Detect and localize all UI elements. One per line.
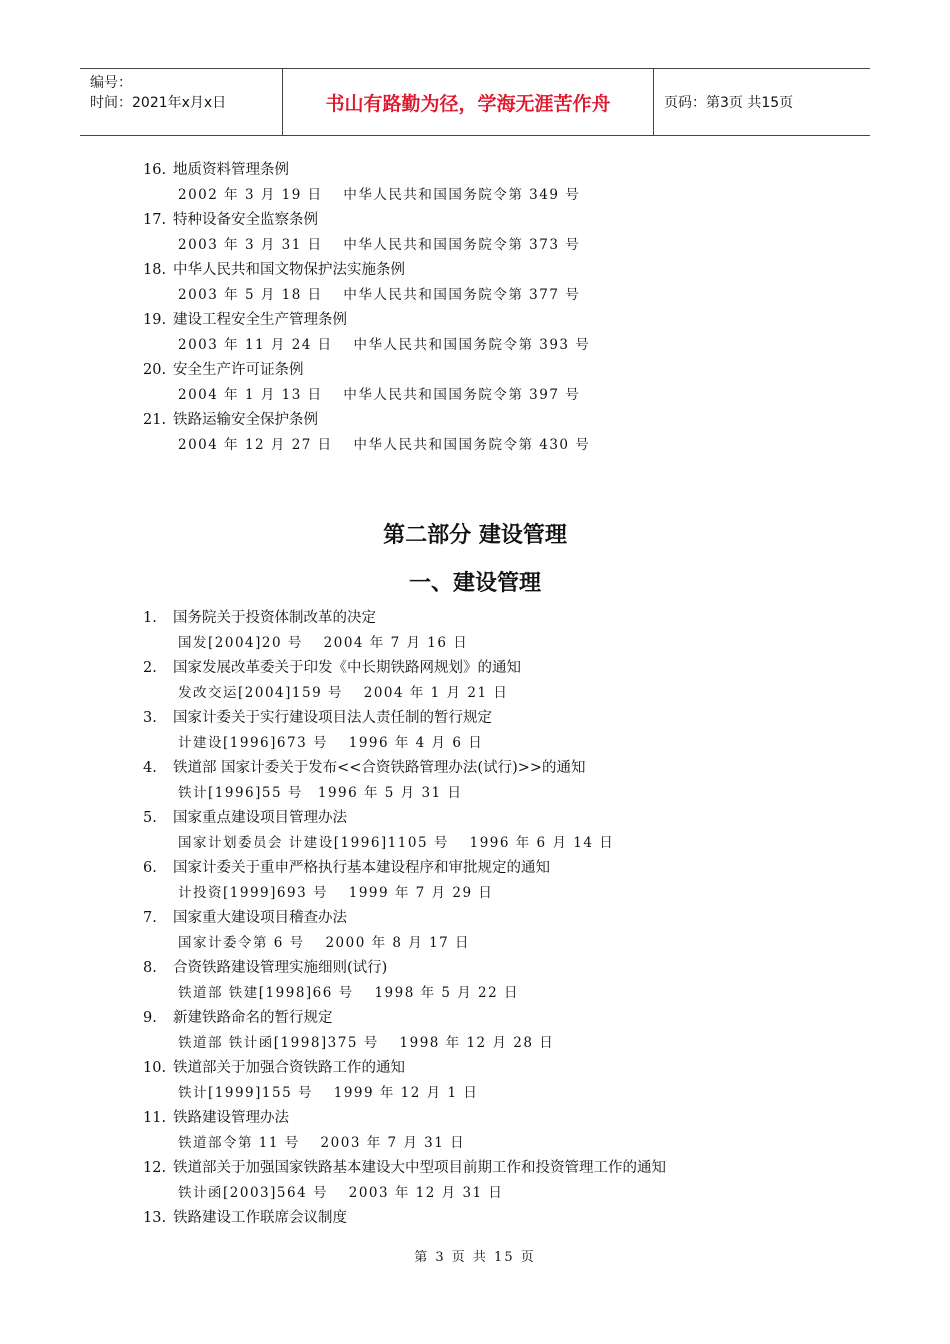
list-item-detail: 国家计委令第 6 号 2000 年 8 月 17 日	[178, 935, 471, 951]
list-item-number: 18.	[143, 262, 167, 278]
list-item-detail: 铁计[1999]155 号 1999 年 12 月 1 日	[178, 1085, 479, 1101]
list-item-title	[143, 208, 823, 233]
list-item-name: 合资铁路建设管理实施细则(试行)	[173, 960, 388, 976]
list-item-number: 3.	[143, 710, 157, 726]
list-item-number: 16.	[143, 162, 167, 178]
header-motto: 书山有路勤为径，学海无涯苦作舟	[282, 69, 654, 135]
list-item-number: 9.	[143, 1010, 157, 1026]
list-item-number: 6.	[143, 860, 157, 876]
list-item-name: 铁路运输安全保护条例	[173, 412, 318, 428]
list-item-title	[143, 1206, 823, 1231]
list-item-title	[143, 956, 823, 981]
list-item-detail: 2003 年 5 月 18 日 中华人民共和国国务院令第 377 号	[178, 287, 581, 303]
list-item-name: 铁道部关于加强国家铁路基本建设大中型项目前期工作和投资管理工作的通知	[173, 1160, 666, 1176]
list-item-number: 2.	[143, 660, 157, 676]
list-item-detail: 国家计划委员会 计建设[1996]1105 号 1996 年 6 月 14 日	[178, 835, 615, 851]
page-header	[80, 68, 870, 136]
regulation-list-construction	[143, 606, 823, 1231]
page-footer: 第 3 页 共 15 页	[414, 1250, 536, 1265]
list-item-title	[143, 1156, 823, 1181]
section-title: 一、建设管理	[408, 571, 541, 596]
list-item-detail: 铁道部 铁建[1998]66 号 1998 年 5 月 22 日	[178, 985, 520, 1001]
list-item-number: 10.	[143, 1060, 167, 1076]
list-item-title	[143, 308, 823, 333]
list-item-name: 国家重大建设项目稽查办法	[173, 910, 347, 926]
list-item-title	[143, 606, 823, 631]
list-item-number: 7.	[143, 910, 157, 926]
list-item-name: 国家发展改革委关于印发《中长期铁路网规划》的通知	[173, 660, 521, 676]
header-page-info: 页码：第3页 共15页	[664, 95, 794, 111]
list-item-number: 8.	[143, 960, 157, 976]
list-item-detail: 2003 年 11 月 24 日 中华人民共和国国务院令第 393 号	[178, 337, 591, 353]
list-item-number: 20.	[143, 362, 167, 378]
list-item-title	[143, 756, 823, 781]
list-item-number: 21.	[143, 412, 167, 428]
list-item-name: 国家计委关于重申严格执行基本建设程序和审批规定的通知	[173, 860, 550, 876]
list-item-title	[143, 1006, 823, 1031]
list-item-detail: 2002 年 3 月 19 日 中华人民共和国国务院令第 349 号	[178, 187, 581, 203]
list-item-detail: 铁道部令第 11 号 2003 年 7 月 31 日	[178, 1135, 466, 1151]
header-time-label: 时间：2021年x月x日	[90, 95, 227, 111]
list-item-detail: 铁道部 铁计函[1998]375 号 1998 年 12 月 28 日	[178, 1035, 555, 1051]
list-item-number: 13.	[143, 1210, 167, 1226]
list-item-name: 安全生产许可证条例	[173, 362, 304, 378]
list-item-detail: 计建设[1996]673 号 1996 年 4 月 6 日	[178, 735, 484, 751]
list-item-number: 12.	[143, 1160, 167, 1176]
list-item-title	[143, 656, 823, 681]
regulation-list-part-one	[143, 158, 823, 458]
list-item-name: 国家重点建设项目管理办法	[173, 810, 347, 826]
list-item-detail: 2003 年 3 月 31 日 中华人民共和国国务院令第 373 号	[178, 237, 581, 253]
list-item-name: 铁道部关于加强合资铁路工作的通知	[173, 1060, 405, 1076]
list-item-name: 铁路建设工作联席会议制度	[173, 1210, 347, 1226]
list-item-title	[143, 408, 823, 433]
list-item-name: 中华人民共和国文物保护法实施条例	[173, 262, 405, 278]
list-item-name: 地质资料管理条例	[173, 162, 289, 178]
list-item-title	[143, 1106, 823, 1131]
header-number-label: 编号：	[90, 75, 132, 91]
list-item-name: 铁道部 国家计委关于发布<<合资铁路管理办法(试行)>>的通知	[173, 760, 586, 776]
list-item-title	[143, 358, 823, 383]
list-item-title	[143, 258, 823, 283]
list-item-number: 1.	[143, 610, 157, 626]
list-item-detail: 发改交运[2004]159 号 2004 年 1 月 21 日	[178, 685, 509, 701]
list-item-number: 5.	[143, 810, 157, 826]
list-item-name: 国家计委关于实行建设项目法人责任制的暂行规定	[173, 710, 492, 726]
list-item-detail: 铁计[1996]55 号 1996 年 5 月 31 日	[178, 785, 463, 801]
list-item-detail: 计投资[1999]693 号 1999 年 7 月 29 日	[178, 885, 494, 901]
list-item-detail: 铁计函[2003]564 号 2003 年 12 月 31 日	[178, 1185, 504, 1201]
list-item-title	[143, 1056, 823, 1081]
list-item-title	[143, 856, 823, 881]
list-item-name: 特种设备安全监察条例	[173, 212, 318, 228]
list-item-detail: 2004 年 12 月 27 日 中华人民共和国国务院令第 430 号	[178, 437, 591, 453]
list-item-number: 11.	[143, 1110, 167, 1126]
list-item-detail: 国发[2004]20 号 2004 年 7 月 16 日	[178, 635, 469, 651]
list-item-number: 17.	[143, 212, 167, 228]
list-item-name: 新建铁路命名的暂行规定	[173, 1010, 333, 1026]
list-item-title	[143, 906, 823, 931]
list-item-name: 建设工程安全生产管理条例	[173, 312, 347, 328]
list-item-number: 4.	[143, 760, 157, 776]
part-title: 第二部分 建设管理	[383, 523, 567, 548]
list-item-name: 国务院关于投资体制改革的决定	[173, 610, 376, 626]
list-item-name: 铁路建设管理办法	[173, 1110, 289, 1126]
header-meta	[80, 69, 282, 135]
list-item-title	[143, 706, 823, 731]
list-item-number: 19.	[143, 312, 167, 328]
list-item-detail: 2004 年 1 月 13 日 中华人民共和国国务院令第 397 号	[178, 387, 581, 403]
list-item-title	[143, 158, 823, 183]
list-item-title	[143, 806, 823, 831]
